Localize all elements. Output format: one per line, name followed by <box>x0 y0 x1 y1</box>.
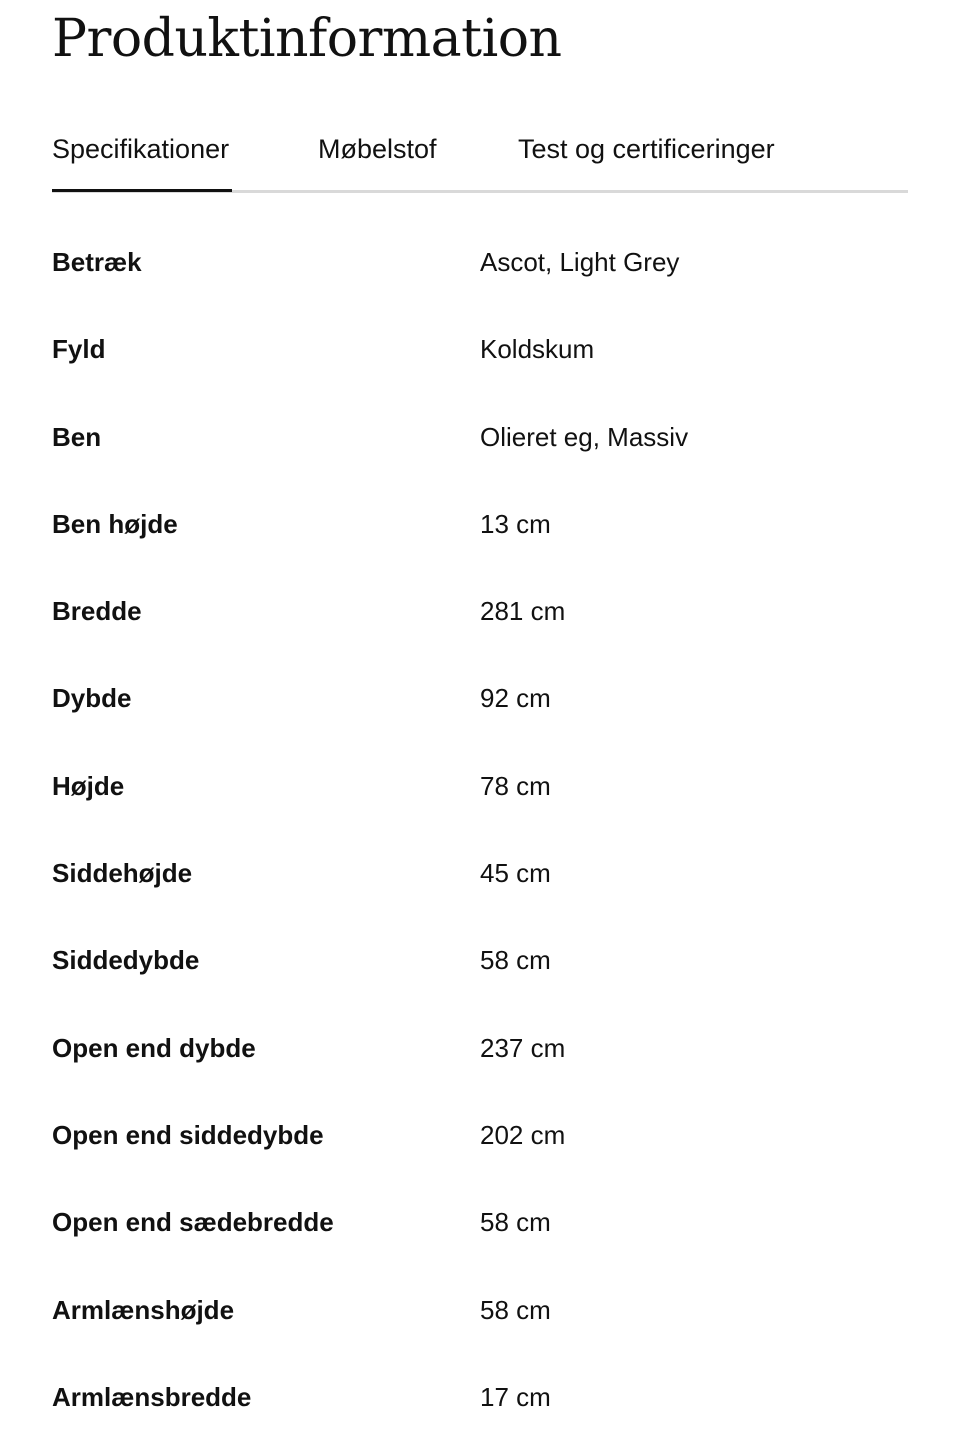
spec-value: 78 cm <box>480 770 551 801</box>
spec-label: Siddedybde <box>52 945 200 976</box>
spec-value: 13 cm <box>480 508 551 539</box>
spec-value: 92 cm <box>480 683 551 714</box>
spec-value: 58 cm <box>480 1207 551 1238</box>
spec-label: Ben <box>52 421 102 452</box>
spec-row-fyld <box>52 305 908 392</box>
spec-label: Højde <box>52 770 125 801</box>
product-info-tabs <box>52 120 908 193</box>
spec-label: Betræk <box>52 247 142 277</box>
spec-row-open-end-dybde <box>52 1004 908 1091</box>
spec-label: Armlænsbredde <box>52 1381 252 1412</box>
spec-row-dybde <box>52 654 908 741</box>
spec-value: 202 cm <box>480 1119 566 1150</box>
spec-row-ben-hojde <box>52 480 908 567</box>
spec-value: 237 cm <box>480 1032 566 1063</box>
spec-value: 58 cm <box>480 945 551 976</box>
spec-row-siddedybde <box>52 916 908 1003</box>
tab-test-og-certificeringer[interactable]: Test og certificeringer <box>518 134 775 164</box>
spec-label: Ben højde <box>52 508 178 539</box>
spec-label: Siddehøjde <box>52 858 193 889</box>
spec-row-open-end-saedebredde <box>52 1178 908 1265</box>
spec-row-bredde <box>52 567 908 654</box>
spec-row-hojde <box>52 742 908 829</box>
spec-value: Ascot, Light Grey <box>480 247 680 277</box>
specifications-table <box>52 218 908 1440</box>
page-title: Produktinformation <box>52 9 562 69</box>
spec-row-ben <box>52 393 908 480</box>
spec-row-betraek <box>52 218 908 305</box>
spec-label: Armlænshøjde <box>52 1294 235 1325</box>
spec-label: Bredde <box>52 596 142 627</box>
spec-value: 45 cm <box>480 858 551 889</box>
spec-label: Open end sædebredde <box>52 1207 334 1238</box>
tab-mobelstof[interactable]: Møbelstof <box>318 134 437 164</box>
spec-label: Open end siddedybde <box>52 1119 324 1150</box>
spec-label: Dybde <box>52 683 132 714</box>
spec-row-siddehojde <box>52 829 908 916</box>
spec-row-armlaensbredde <box>52 1353 908 1440</box>
spec-value: 17 cm <box>480 1381 551 1412</box>
spec-label: Fyld <box>52 334 106 365</box>
spec-row-armlaenshojde <box>52 1266 908 1353</box>
spec-value: Olieret eg, Massiv <box>480 421 689 452</box>
spec-label: Open end dybde <box>52 1032 256 1063</box>
tab-specifikationer[interactable]: Specifikationer <box>52 120 229 190</box>
spec-value: Koldskum <box>480 334 595 365</box>
spec-row-open-end-siddedybde <box>52 1091 908 1178</box>
spec-value: 58 cm <box>480 1294 551 1325</box>
spec-value: 281 cm <box>480 596 566 627</box>
